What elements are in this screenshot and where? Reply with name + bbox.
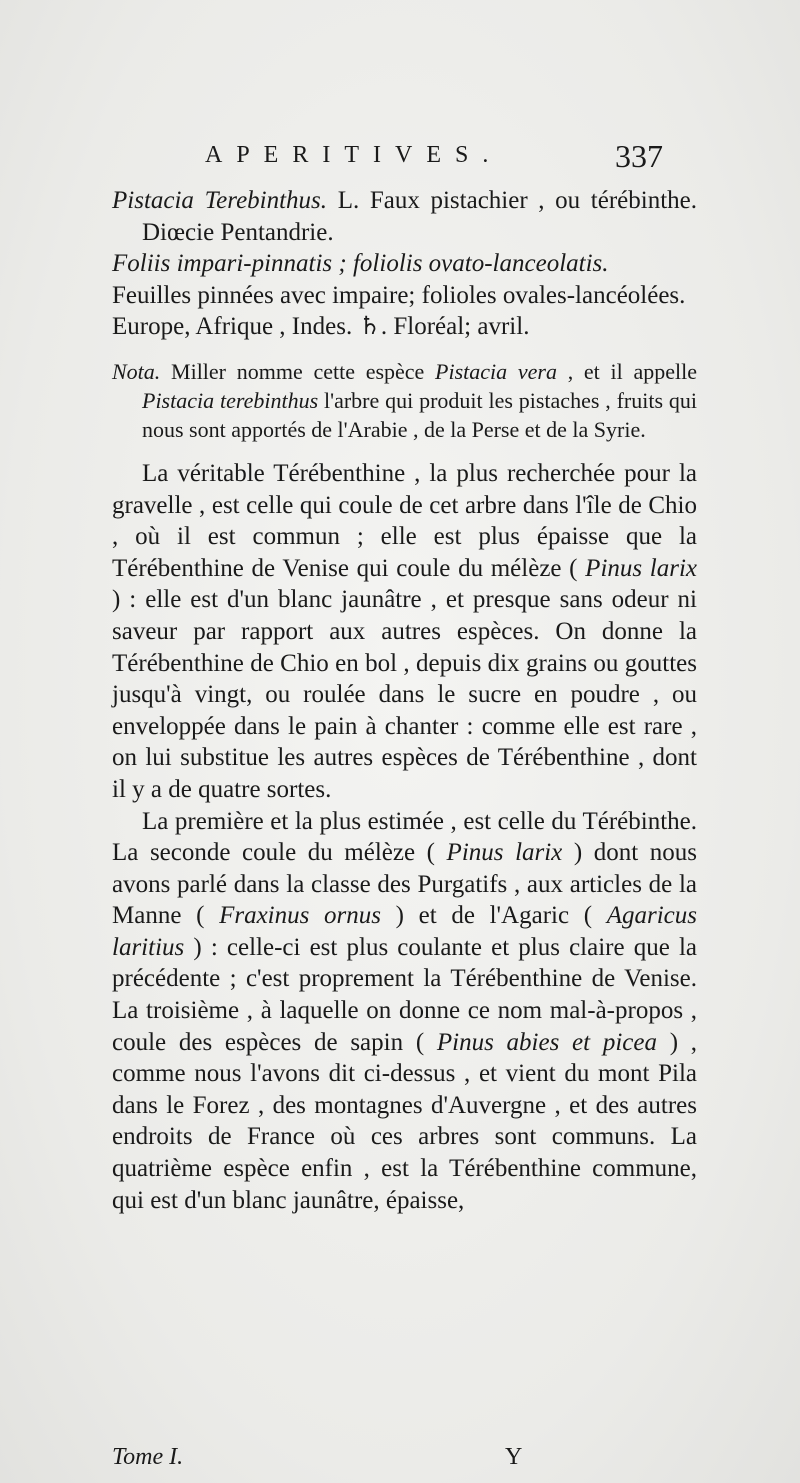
species-name: Pinus larix bbox=[446, 839, 563, 867]
nota-paragraph: Nota. Miller nomme cette espèce Pistacia vera , et il appelle Pistacia terebinthus l'arbre qui produit les pistaches , fruits qui nous sont apportés de l'Arabie , de la Perse et de la Syrie. bbox=[112, 358, 697, 442]
nota-label: Nota. bbox=[112, 358, 161, 384]
classification: Diœcie Pentandrie. bbox=[142, 218, 334, 246]
running-title: APERITIVES. bbox=[205, 142, 503, 168]
author-abbrev: L. bbox=[337, 187, 360, 214]
species-name: Pinus larix bbox=[585, 554, 697, 582]
page-header bbox=[0, 138, 800, 178]
latin-description: Foliis impari-pinnatis ; foliolis ovato-lanceolatis. bbox=[112, 250, 609, 278]
page-body bbox=[112, 185, 697, 1216]
species-name: Pistacia terebinthus bbox=[142, 387, 319, 413]
paragraph-turpentine-sorts: La première et la plus estimée , est celle du Térébinthe. La seconde coule du mélèze ( Pinus larix ) dont nous avons parlé dans la classe des Purgatifs , aux articles de la Manne ( Fraxinus ornus ) et de l'Agaric ( Agaricus laritius ) : celle-ci est plus coulante et plus claire que la précédente ; c'est proprement la Térébenthine de Venise. La troisième , à laquelle on donne ce nom mal-à-propos , coule des espèces de sapin ( Pinus abies et picea ) , comme nous l'avons dit ci-dessus , et vient du mont Pila dans le Forez , des montagnes d'Auvergne , et des autres endroits de France où ces arbres sont communs. La quatrième espèce enfin , est la Térébenthine commune, qui est d'un blanc jaunâtre, épaisse, bbox=[112, 807, 698, 1214]
french-description: Feuilles pinnées avec impaire; folioles ovales-lancéolées. bbox=[112, 281, 686, 309]
common-name: Faux pistachier , ou térébinthe. bbox=[369, 187, 698, 214]
latin-name: Pistacia Terebinthus. bbox=[112, 187, 328, 214]
signature-mark: Y bbox=[505, 1444, 523, 1470]
habitat-line: Europe, Afrique , Indes. ♄. Floréal; avril. bbox=[112, 313, 530, 341]
paragraph-chio-turpentine: La véritable Térébenthine , la plus recherchée pour la gravelle , est celle qui coule de cet arbre dans l'île de Chio , où il est commun ; elle est plus épaisse que la Térébenthine de Venise qui coule du mélèze ( Pinus larix ) : elle est d'un blanc jaunâtre , et presque sans odeur ni saveur par rapport aux autres espèces. On donne la Térébenthine de Chio en bol , depuis dix grains ou gouttes jusqu'à vingt, ou roulée dans le sucre en poudre , ou enveloppée dans le pain à chanter : comme elle est rare , on lui substitue les autres espèces de Térébenthine , dont il y a de quatre sortes. bbox=[112, 459, 697, 803]
page-footer bbox=[112, 1444, 697, 1476]
entry-heading bbox=[112, 185, 697, 248]
page-number: 337 bbox=[615, 138, 663, 174]
species-name: Pinus abies et picea bbox=[436, 1028, 657, 1056]
species-name: Agaricus laritius bbox=[112, 902, 698, 961]
species-name: Pistacia vera bbox=[435, 358, 557, 384]
volume-label: Tome I. bbox=[112, 1444, 184, 1470]
species-name: Fraxinus ornus bbox=[219, 902, 381, 930]
